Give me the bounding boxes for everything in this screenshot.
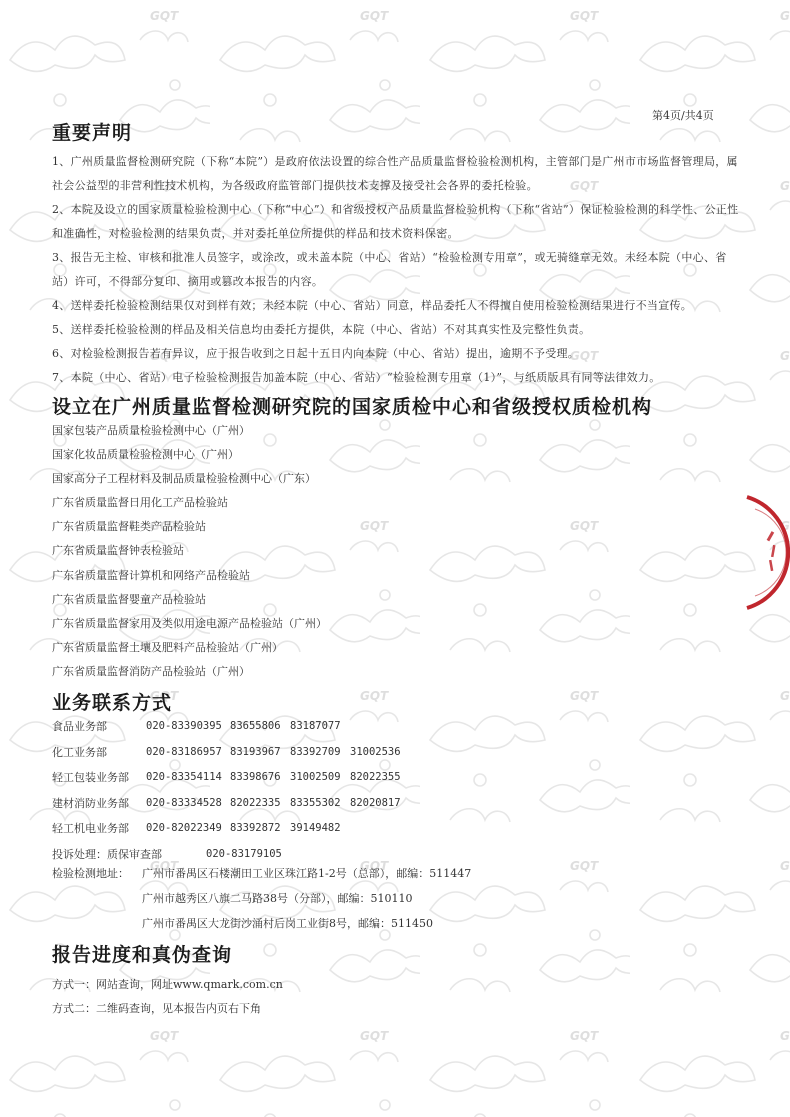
phone-number: 83187077 — [290, 720, 341, 732]
lab-item: 国家包装产品质量检验检测中心（广州） — [52, 424, 250, 437]
labs-list — [52, 419, 327, 684]
declaration-item: 7、本院（中心、省站）电子检验检测报告加盖本院（中心、省站）“检验检测专用章（1）”，与纸质版具有同等法律效力。 — [52, 371, 661, 384]
department-name: 建材消防业务部 — [52, 796, 129, 810]
phone-number: 83392872 — [230, 822, 281, 834]
department-name: 化工业务部 — [52, 745, 107, 759]
lab-item: 广东省质量监督钟表检验站 — [52, 544, 184, 558]
page-number: 第4页/共4页 — [652, 109, 714, 122]
contacts-heading: 业务联系方式 — [52, 692, 173, 714]
address-row — [52, 886, 742, 911]
contact-row — [52, 740, 742, 766]
official-seal-stamp — [745, 495, 790, 610]
address-text: 广州市番禺区大龙街沙涌村后岗工业街8号，邮编：511450 — [142, 917, 433, 930]
verification-method: 方式一：网站查询，网址www.qmark.com.cn — [52, 978, 283, 991]
address-text: 广州市番禺区石楼潮田工业区珠江路1-2号（总部），邮编：511447 — [142, 867, 472, 880]
phone-number: 31002509 — [290, 771, 341, 783]
phone-number: 82020817 — [350, 796, 401, 809]
phone-number: 020-82022349 — [146, 822, 222, 834]
verification-heading: 报告进度和真伪查询 — [52, 944, 233, 966]
lab-item: 广东省质量监督消防产品检验站（广州） — [52, 664, 250, 678]
lab-item: 广东省质量监督土壤及肥料产品检验站（广州） — [52, 640, 283, 654]
lab-item: 国家化妆品质量检验检测中心（广州） — [52, 448, 239, 462]
declaration-item: 1、广州质量监督检测研究院（下称“本院”）是政府依法设置的综合性产品质量监督检验检测机构，主管部门是广州市市场监督管理局，属社会公益型的非营利性技术机构，为各级政府监管部门提供技术支撑及接受社会各界的委托检验。 — [52, 155, 738, 192]
address-row — [52, 861, 742, 886]
declaration-item: 6、对检验检测报告若有异议，应于报告收到之日起十五日内向本院（中心、省站）提出，逾期不予受理。 — [52, 347, 580, 360]
contact-row — [52, 765, 742, 791]
contact-row — [52, 791, 742, 817]
phone-number: 83392709 — [290, 745, 341, 758]
declaration-item: 4、送样委托检验检测结果仅对到样有效；未经本院（中心、省站）同意，样品委托人不得擅自使用检验检测结果进行不当宣传。 — [52, 299, 693, 312]
declaration-item: 2、本院及设立的国家质量检验检测中心（下称“中心”）和省级授权产品质量监督检验机构（下称“省站”）保证检验检测的科学性、公正性和准确性，对检验检测的结果负责，并对委托单位所提供的样品和技术资料保密。 — [52, 203, 739, 240]
address-label: 检验检测地址： — [52, 867, 129, 880]
phone-number: 020-83354114 — [146, 771, 222, 783]
declaration-heading: 重要声明 — [52, 122, 133, 144]
contact-row — [52, 816, 742, 842]
department-name: 轻工机电业务部 — [52, 822, 129, 835]
verification-methods — [52, 973, 283, 1021]
contact-row — [52, 714, 742, 740]
contacts-table — [52, 714, 742, 867]
department-name: 轻工包装业务部 — [52, 771, 129, 784]
declaration-list — [52, 150, 742, 390]
phone-number: 020-83390395 — [146, 720, 222, 732]
declaration-item: 3、报告无主检、审核和批准人员签字，或涂改，或未盖本院（中心、省站）“检验检测专用章”，或无骑缝章无效。未经本院（中心、省站）许可，不得部分复印、摘用或篡改本报告的内容。 — [52, 251, 727, 288]
address-text: 广州市越秀区八旗二马路38号（分部），邮编：510110 — [142, 892, 413, 905]
phone-number: 82022355 — [350, 771, 401, 783]
address-row — [52, 911, 742, 936]
complaint-phone: 020-83179105 — [206, 847, 282, 860]
phone-number: 31002536 — [350, 745, 401, 758]
phone-number: 39149482 — [290, 822, 341, 834]
phone-number: 020-83186957 — [146, 745, 222, 758]
verification-method: 方式二：二维码查询，见本报告内页右下角 — [52, 1002, 261, 1015]
department-name: 食品业务部 — [52, 720, 107, 733]
address-block — [52, 861, 742, 936]
phone-number: 83355302 — [290, 796, 341, 809]
lab-item: 国家高分子工程材料及制品质量检验检测中心（广东） — [52, 472, 316, 486]
lab-item: 广东省质量监督计算机和网络产品检验站 — [52, 568, 250, 582]
phone-number: 83193967 — [230, 745, 281, 758]
lab-item: 广东省质量监督日用化工产品检验站 — [52, 496, 228, 510]
complaint-label: 投诉处理：质保审查部 — [52, 847, 162, 861]
lab-item: 广东省质量监督家用及类似用途电源产品检验站（广州） — [52, 616, 327, 630]
phone-number: 020-83334528 — [146, 796, 222, 809]
labs-heading: 设立在广州质量监督检测研究院的国家质检中心和省级授权质检机构 — [52, 396, 653, 418]
declaration-item: 5、送样委托检验检测的样品及相关信息均由委托方提供，本院（中心、省站）不对其真实性及完整性负责。 — [52, 323, 591, 336]
lab-item: 广东省质量监督婴童产品检验站 — [52, 592, 206, 606]
phone-number: 83398676 — [230, 771, 281, 783]
phone-number: 82022335 — [230, 796, 281, 809]
phone-number: 83655806 — [230, 720, 281, 732]
lab-item: 广东省质量监督鞋类产品检验站 — [52, 520, 206, 534]
